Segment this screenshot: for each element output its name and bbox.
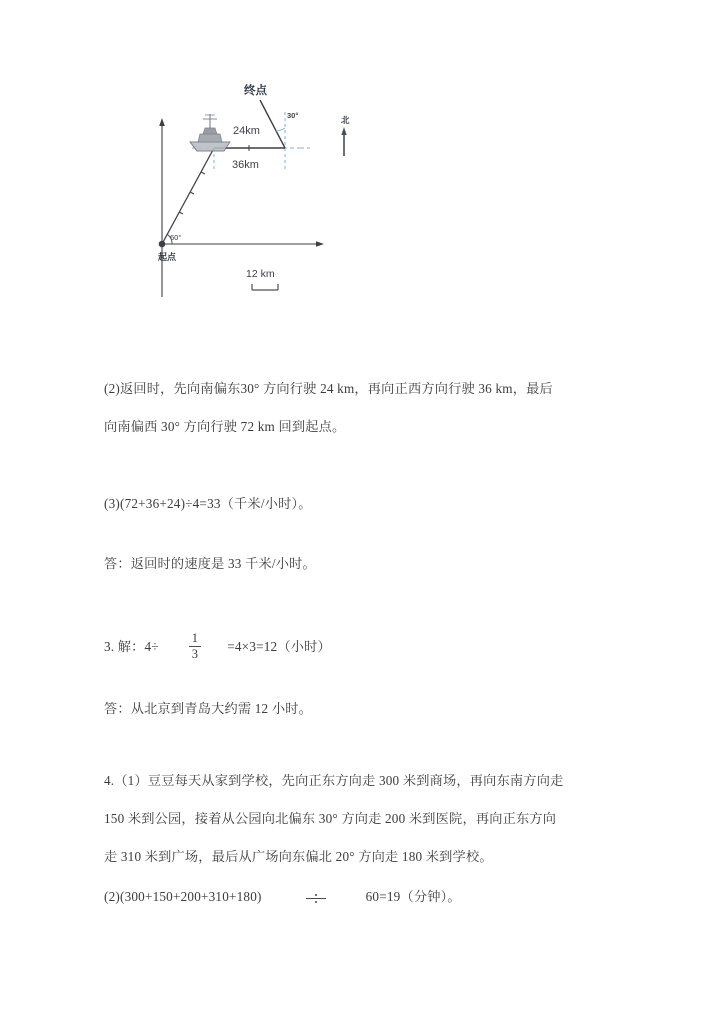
division-operator (306, 894, 326, 903)
paragraph-2-line1: (2)返回时，先向南偏东30° 方向行驶 24 km，再向正西方向行驶 36 km，最后 (104, 381, 553, 396)
endpoint-label: 终点 (244, 85, 267, 97)
fraction-denominator: 3 (191, 647, 199, 662)
fraction-one-third (189, 632, 201, 661)
north-indicator (341, 115, 350, 156)
angle-30-label: 30° (287, 111, 299, 120)
answer-3: 答：返回时的速度是 33 千米/小时。 (104, 556, 316, 571)
paragraph-3-calculation: (3)(72+36+24)÷4=33（千米/小时）。 (104, 496, 312, 511)
problem-4-line3: 走 310 米到广场，最后从广场向东偏北 20° 方向走 180 米到学校。 (104, 849, 493, 864)
problem-3-suffix: =4×3=12（小时） (227, 639, 331, 654)
division-dot-bottom (315, 901, 317, 903)
leg-36-label: 36km (232, 159, 259, 171)
scale-bar (246, 268, 278, 290)
scale-label: 12 km (246, 268, 275, 280)
problem-3-prefix: 3. 解：4÷ (104, 639, 159, 654)
division-bar (306, 898, 326, 899)
route-legs (162, 100, 285, 244)
origin-dot (159, 241, 166, 248)
fraction-numerator: 1 (191, 631, 199, 646)
leg-24-label: 24km (233, 125, 260, 137)
axis-group (159, 118, 324, 297)
north-label: 北 (341, 115, 350, 125)
problem-4-calc-suffix: 60=19（分钟）。 (365, 889, 461, 904)
answer-4: 答：从北京到青岛大约需 12 小时。 (104, 701, 313, 716)
navigation-route-diagram (148, 72, 398, 297)
paragraph-2-line2: 向南偏西 30° 方向行驶 72 km 回到起点。 (104, 419, 346, 434)
division-dot-top (315, 894, 317, 896)
startpoint-label: 起点 (158, 252, 177, 262)
problem-4-calculation (104, 878, 616, 916)
problem-4-line2: 150 米到公园，接着从公园向北偏东 30° 方向走 200 米到医院，再向正东方向 (104, 811, 557, 826)
problem-4-calc-prefix: (2)(300+150+200+310+180) (104, 889, 262, 904)
angle-60-label: 60° (170, 233, 182, 242)
problem-3-solution (104, 628, 616, 666)
diagram-svg (148, 72, 398, 297)
ship-icon (190, 114, 230, 151)
problem-4-line1: 4.（1）豆豆每天从家到学校，先向正东方向走 300 米到商场，再向东南方向走 (104, 773, 564, 788)
